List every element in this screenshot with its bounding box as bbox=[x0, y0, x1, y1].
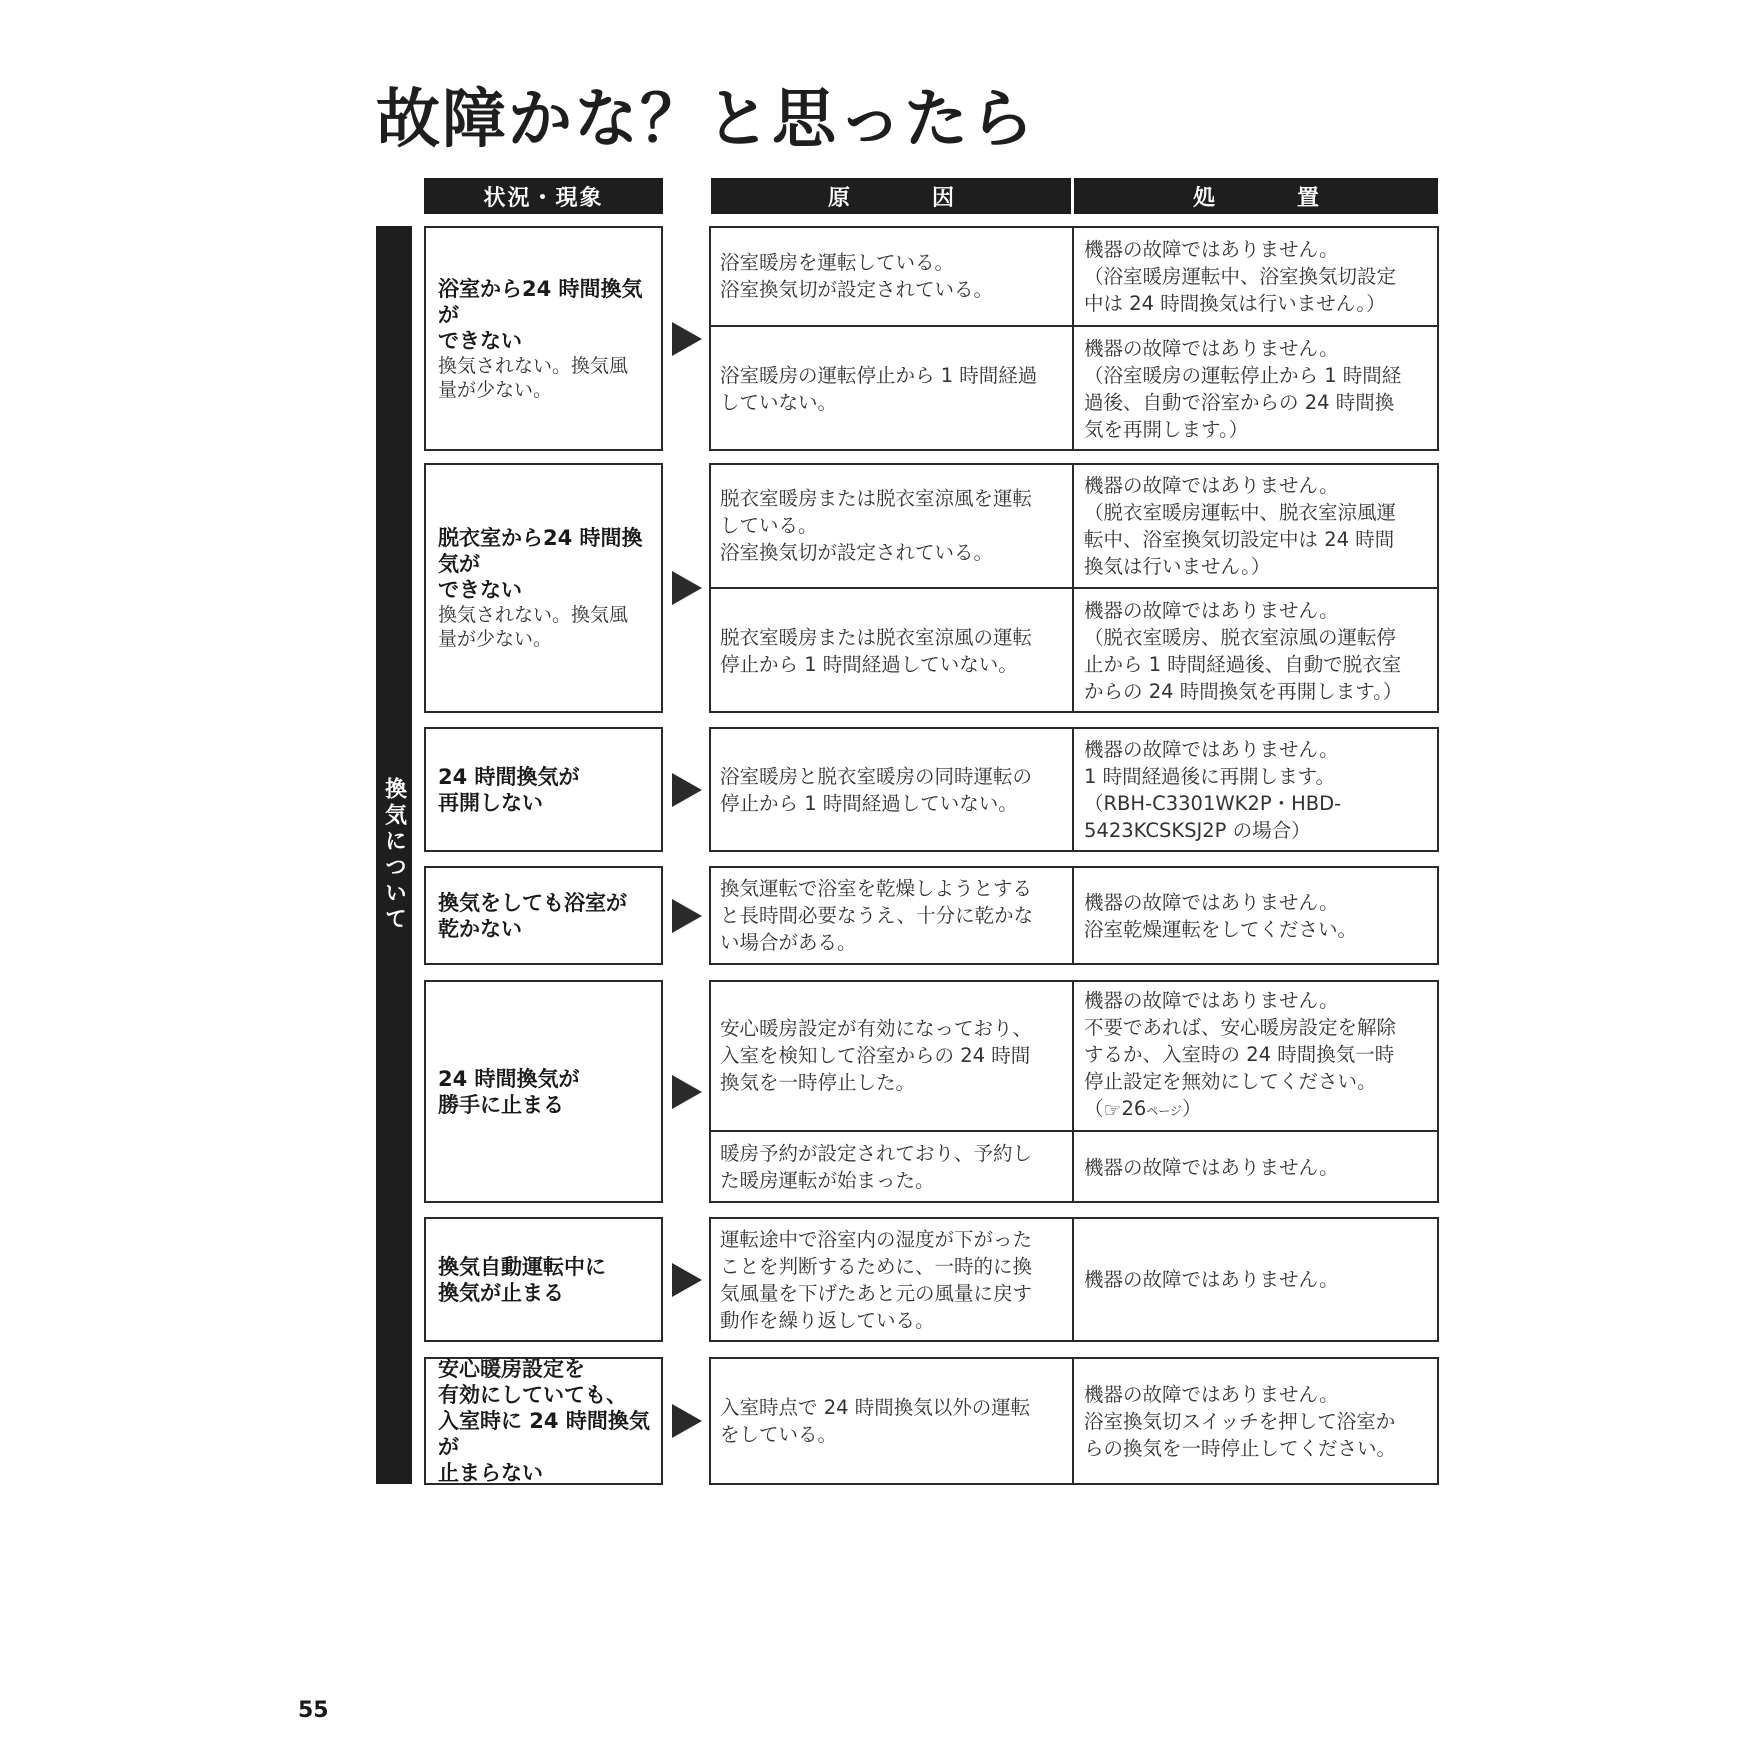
symptom-cell bbox=[424, 226, 663, 451]
cause-text: 浴室暖房と脱衣室暖房の同時運転の 停止から 1 時間経過していない。 bbox=[720, 764, 1033, 815]
remedy-text: 機器の故障ではありません。 浴室乾燥運転をしてください。 bbox=[1084, 890, 1358, 941]
remedy-content bbox=[1084, 472, 1396, 580]
symptom-cell bbox=[424, 980, 663, 1203]
symptom-cell bbox=[424, 866, 663, 965]
symptom-cell bbox=[424, 727, 663, 852]
symptom-cell bbox=[424, 463, 663, 713]
remedy-content bbox=[1084, 736, 1341, 844]
remedy-content bbox=[1084, 597, 1402, 705]
cause-text: 浴室暖房の運転停止から 1 時間経過 していない。 bbox=[720, 363, 1038, 414]
side-label: 換気について bbox=[381, 777, 407, 933]
symptom-title: 24 時間換気が 勝手に止まる bbox=[438, 1066, 580, 1117]
cause-cell bbox=[709, 463, 1073, 588]
cause-text: 入室時点で 24 時間換気以外の運転 をしている。 bbox=[720, 1396, 1031, 1446]
cause-text: 暖房予約が設定されており、予約し た暖房運転が始まった。 bbox=[720, 1142, 1033, 1192]
remedy-content bbox=[1084, 889, 1357, 943]
arrow-right-icon bbox=[672, 1075, 702, 1109]
pointing-hand-icon: ☞ bbox=[1103, 1097, 1122, 1122]
remedy-text: 機器の故障ではありません。 1 時間経過後に再開します。 （RBH-C3301WK2P・HBD- 5423KCSKSJ2P の場合） bbox=[1084, 737, 1342, 842]
remedy-cell bbox=[1073, 326, 1439, 451]
cause-cell bbox=[709, 226, 1073, 326]
cause-text: 換気運転で浴室を乾燥しようとする と長時間必要なうえ、十分に乾かな い場合がある。 bbox=[720, 877, 1034, 954]
symptom-note: 換気されない。換気風 量が少ない。 bbox=[438, 354, 629, 401]
symptom-title: 脱衣室から24 時間換気が できない bbox=[438, 526, 643, 602]
remedy-text: 機器の故障ではありません。 不要であれば、安心暖房設定を解除 するか、入室時の 24 時間換気一時 停止設定を無効にしてください。 bbox=[1084, 988, 1397, 1093]
arrow-right-icon bbox=[672, 1263, 702, 1297]
remedy-cell bbox=[1073, 1217, 1439, 1342]
side-label-bar bbox=[376, 226, 412, 1484]
arrow-right-icon bbox=[672, 1404, 702, 1438]
remedy-text: 機器の故障ではありません。 （浴室暖房の運転停止から 1 時間経 過後、自動で浴室からの 24 時間換 気を再開します。） bbox=[1084, 336, 1402, 441]
remedy-text: 機器の故障ではありません。 （浴室暖房運転中、浴室換気切設定 中は 24 時間換気は行いません。） bbox=[1084, 237, 1397, 315]
page-title: 故障かな？と思ったら bbox=[376, 83, 1036, 157]
symptom-title: 換気自動運転中に 換気が止まる bbox=[438, 1254, 606, 1305]
symptom-title: 24 時間換気が 再開しない bbox=[438, 764, 580, 815]
symptom-title: 安心暖房設定を 有効にしていても、 入室時に 24 時間換気が 止まらない bbox=[438, 1357, 650, 1485]
remedy-cell bbox=[1073, 1357, 1439, 1485]
ref-page-unit: ページ bbox=[1146, 1103, 1183, 1118]
page-number: 55 bbox=[298, 1698, 329, 1723]
cause-text: 脱衣室暖房または脱衣室涼風を運転 している。 浴室換気切が設定されている。 bbox=[720, 487, 1033, 564]
remedy-content bbox=[1084, 236, 1396, 317]
remedy-text: 機器の故障ではありません。 （脱衣室暖房、脱衣室涼風の運転停 止から 1 時間経過後、自動で脱衣室 からの 24 時間換気を再開します。） bbox=[1084, 598, 1403, 703]
cause-text: 運転途中で浴室内の湿度が下がった ことを判断するために、一時的に換 気風量を下げたあと元の風量に戻す 動作を繰り返している。 bbox=[720, 1227, 1033, 1332]
header-symptom: 状況・現象 bbox=[424, 178, 663, 214]
ref-open: （ bbox=[1084, 1096, 1104, 1120]
cause-cell bbox=[709, 1131, 1073, 1203]
remedy-cell bbox=[1073, 727, 1439, 852]
remedy-cell bbox=[1073, 866, 1439, 965]
cause-text: 安心暖房設定が有効になっており、 入室を検知して浴室からの 24 時間 換気を一時停止した。 bbox=[720, 1017, 1033, 1094]
remedy-text: 機器の故障ではありません。 bbox=[1084, 1268, 1339, 1291]
cause-cell bbox=[709, 588, 1073, 713]
ref-page-number: 26 bbox=[1121, 1096, 1147, 1120]
symptom-cell bbox=[424, 1357, 663, 1485]
symptom-note: 換気されない。換気風 量が少ない。 bbox=[438, 604, 629, 650]
remedy-cell bbox=[1073, 1131, 1439, 1203]
remedy-text: 機器の故障ではありません。 浴室換気切スイッチを押して浴室か らの換気を一時停止してください。 bbox=[1084, 1382, 1397, 1460]
header-remedy: 処 置 bbox=[1074, 178, 1438, 214]
cause-cell bbox=[709, 727, 1073, 852]
symptom-title: 浴室から24 時間換気が できない bbox=[438, 276, 643, 353]
cause-text: 脱衣室暖房または脱衣室涼風の運転 停止から 1 時間経過していない。 bbox=[720, 625, 1033, 676]
remedy-content bbox=[1084, 987, 1396, 1125]
arrow-right-icon bbox=[672, 571, 702, 605]
cause-cell bbox=[709, 980, 1073, 1131]
cause-cell bbox=[709, 1217, 1073, 1342]
cause-text: 浴室暖房を運転している。 浴室換気切が設定されている。 bbox=[720, 251, 994, 301]
arrow-right-icon bbox=[672, 899, 702, 933]
arrow-right-icon bbox=[672, 322, 702, 356]
arrow-right-icon bbox=[672, 773, 702, 807]
remedy-content bbox=[1084, 1266, 1339, 1293]
cause-cell bbox=[709, 866, 1073, 965]
remedy-content bbox=[1084, 1154, 1339, 1181]
ref-close: ） bbox=[1182, 1096, 1202, 1120]
symptom-cell bbox=[424, 1217, 663, 1342]
remedy-text: 機器の故障ではありません。 bbox=[1084, 1155, 1339, 1179]
remedy-cell bbox=[1073, 588, 1439, 713]
remedy-cell bbox=[1073, 226, 1439, 326]
remedy-text: 機器の故障ではありません。 （脱衣室暖房運転中、脱衣室涼風運 転中、浴室換気切設定中は 24 時間 換気は行いません。） bbox=[1084, 473, 1397, 578]
remedy-content bbox=[1084, 335, 1401, 443]
cause-cell bbox=[709, 326, 1073, 451]
remedy-cell bbox=[1073, 980, 1439, 1131]
page-reference[interactable] bbox=[1084, 1095, 1396, 1125]
remedy-content bbox=[1084, 1381, 1396, 1462]
symptom-title: 換気をしても浴室が 乾かない bbox=[438, 890, 627, 941]
header-cause: 原 因 bbox=[711, 178, 1071, 214]
cause-cell bbox=[709, 1357, 1073, 1485]
remedy-cell bbox=[1073, 463, 1439, 588]
